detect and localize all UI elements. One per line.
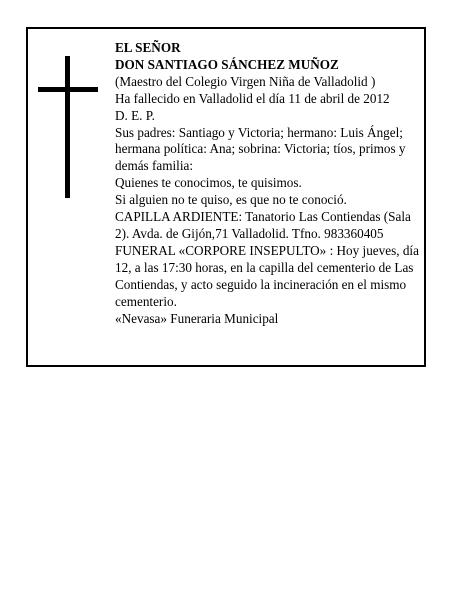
- latin-cross-icon: [38, 56, 98, 198]
- memorial-phrase-1: Quienes te conocimos, te quisimos.: [115, 175, 302, 191]
- death-statement: Ha fallecido en Valladolid el día 11 de abril de 2012: [115, 90, 390, 106]
- rest-in-peace: D. E. P.: [115, 107, 155, 123]
- family-members: Sus padres: Santiago y Victoria; hermano: Luis Ángel; hermana política: Ana; sobrina: Victoria; tíos, primos y demás familia:: [115, 124, 406, 174]
- chapel-details: CAPILLA ARDIENTE: Tanatorio Las Contiendas (Sala 2). Avda. de Gijón,71 Valladolid. Tfno. 983360405: [115, 209, 411, 241]
- deceased-role: (Maestro del Colegio Virgen Niña de Valladolid ): [115, 73, 376, 89]
- memorial-phrase-2: Si alguien no te quiso, es que no te conoció.: [115, 192, 347, 208]
- deceased-name: DON SANTIAGO SÁNCHEZ MUÑOZ: [115, 56, 339, 72]
- notice-heading: EL SEÑOR: [115, 40, 181, 55]
- obituary-notice: [26, 27, 426, 367]
- funeral-details: FUNERAL «CORPORE INSEPULTO» : Hoy jueves, día 12, a las 17:30 horas, en la capilla del cementerio de Las Contiendas, y acto seguido la incineración en el mismo cementerio.: [115, 242, 419, 309]
- notice-text-block: [115, 40, 423, 327]
- funeral-home: «Nevasa» Funeraria Municipal: [115, 310, 279, 326]
- cross-vertical-bar: [65, 56, 70, 198]
- cross-horizontal-bar: [38, 87, 98, 92]
